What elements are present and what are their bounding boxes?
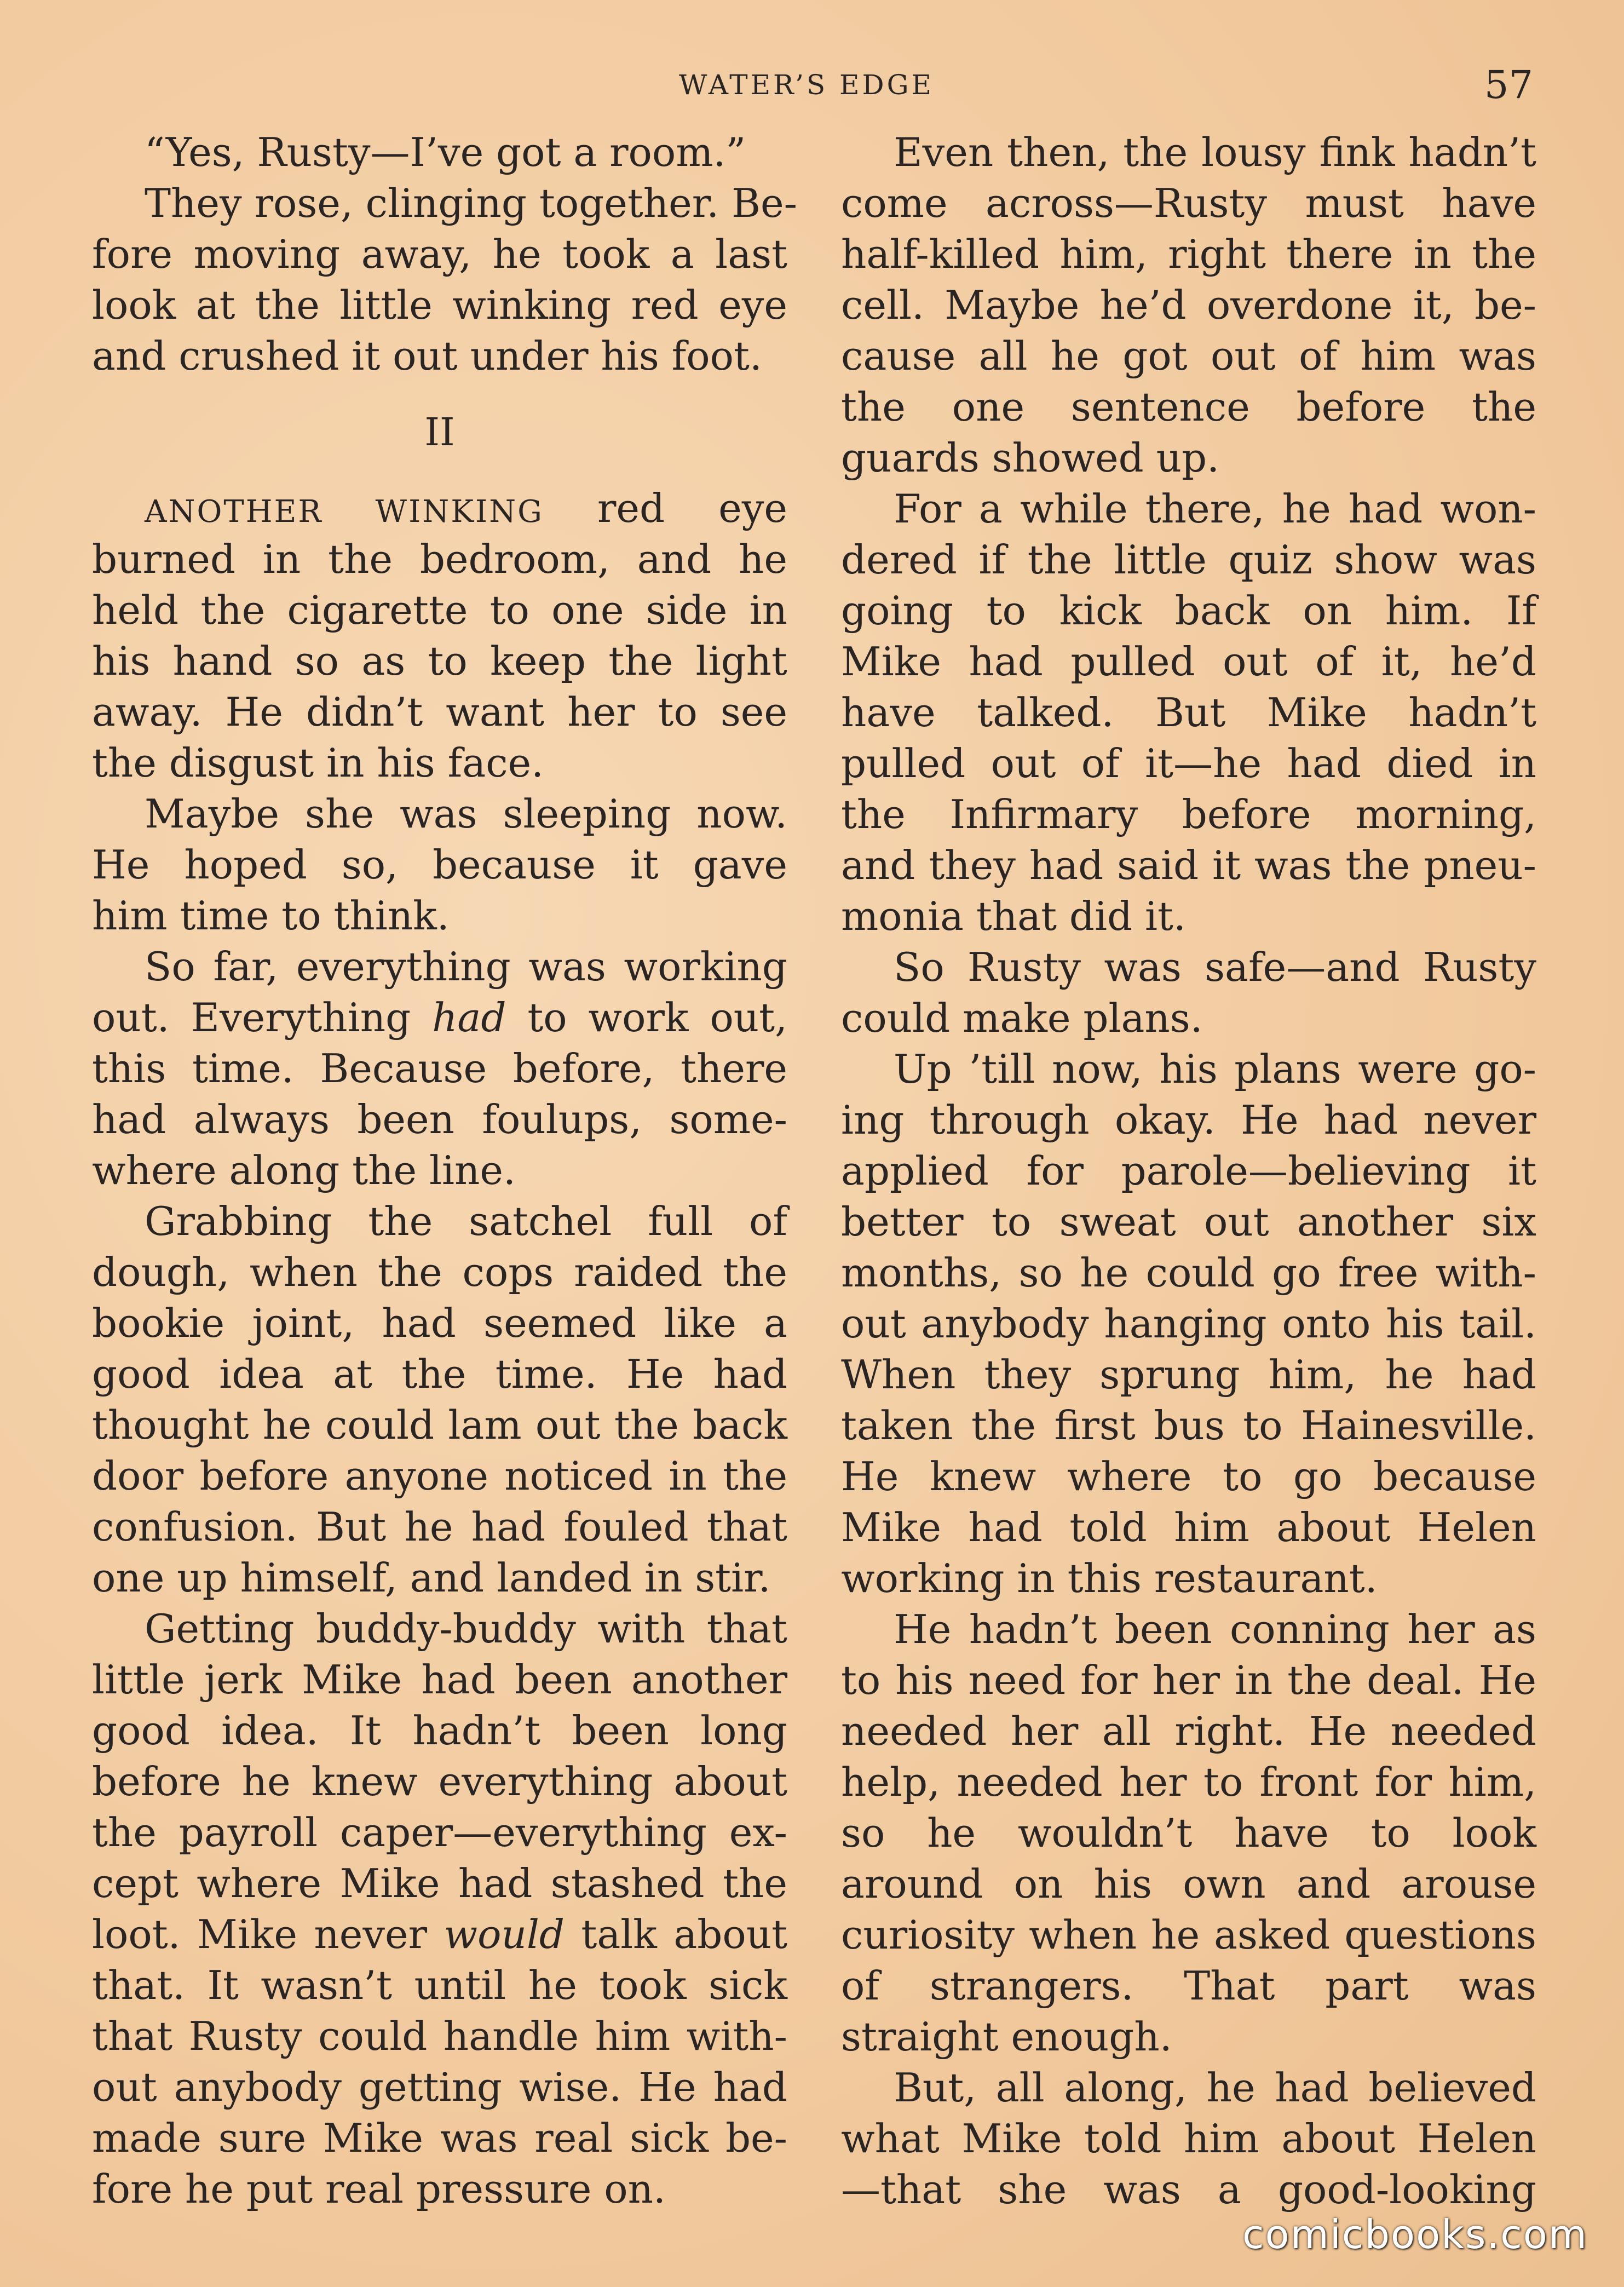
text-line: months, so he could go free with- — [841, 1250, 1536, 1296]
text-line: door before anyone noticed in the — [92, 1453, 787, 1499]
text-line: his hand so as to keep the light — [92, 638, 787, 684]
text-line: Grabbing the satchel full of — [145, 1198, 787, 1244]
text-line: confusion. But he had fouled that — [92, 1504, 787, 1550]
text-line: curiosity when he asked questions — [841, 1912, 1536, 1958]
text-line: to his need for her in the deal. He — [841, 1657, 1536, 1703]
text-line: cept where Mike had stashed the — [92, 1860, 787, 1906]
text-line: So far, everything was working — [145, 944, 787, 990]
text-line: held the cigarette to one side in — [92, 587, 787, 633]
text-line: little jerk Mike had been another — [92, 1657, 787, 1703]
left-column — [92, 127, 797, 2215]
right-column — [841, 127, 1536, 2215]
text-line: straight enough. — [841, 2014, 1172, 2060]
text-segment: loot. Mike never — [92, 1911, 444, 1957]
text-line: so he wouldn’t have to look — [841, 1810, 1536, 1856]
text-line: taken the first bus to Hainesville. — [841, 1403, 1536, 1449]
text-line: could make plans. — [841, 995, 1203, 1041]
text-segment: out. Everything — [92, 995, 433, 1041]
text-line — [92, 992, 787, 1043]
text-line: of strangers. That part was — [841, 1963, 1536, 2009]
text-line: working in this restaurant. — [841, 1555, 1378, 1601]
text-line: They rose, clinging together. Be- — [145, 180, 797, 226]
text-line: “Yes, Rusty—I’ve got a room.” — [145, 129, 746, 175]
text-line: what Mike told him about Helen — [841, 2116, 1536, 2162]
italic-word: would — [444, 1911, 565, 1957]
text-line: fore moving away, he took a last — [92, 231, 787, 277]
text-line: out anybody hanging onto his tail. — [841, 1301, 1536, 1347]
text-line: the one sentence before the — [841, 384, 1536, 430]
text-line: cause all he got out of him was — [841, 333, 1536, 379]
text-line: Mike had pulled out of it, he’d — [841, 639, 1536, 685]
text-line: He hadn’t been conning her as — [894, 1606, 1536, 1652]
text-line: and they had said it was the pneu- — [841, 842, 1536, 888]
text-line: and crushed it out under his foot. — [92, 333, 762, 379]
text-line: help, needed her to front for him, — [841, 1759, 1536, 1805]
text-line: cell. Maybe he’d overdone it, be- — [841, 282, 1536, 328]
text-line: out anybody getting wise. He had — [92, 2064, 787, 2110]
text-line: made sure Mike was real sick be- — [92, 2115, 787, 2161]
text-line: Getting buddy-buddy with that — [145, 1606, 787, 1652]
text-line: monia that did it. — [841, 893, 1186, 939]
text-line: look at the little winking red eye — [92, 282, 787, 328]
text-line: burned in the bedroom, and he — [92, 536, 787, 582]
text-line: that Rusty could handle him with- — [92, 2013, 787, 2059]
text-line: good idea. It hadn’t been long — [92, 1708, 787, 1754]
text-line: away. He didn’t want her to see — [92, 689, 787, 735]
text-line: that. It wasn’t until he took sick — [92, 1962, 787, 2008]
text-line: half-killed him, right there in the — [841, 231, 1536, 277]
text-line — [92, 1909, 787, 1960]
text-line: —that she was a good-looking — [841, 2167, 1536, 2213]
text-line: He hoped so, because it gave — [92, 842, 787, 888]
text-line: the disgust in his face. — [92, 740, 544, 786]
text-line: For a while there, he had won- — [894, 486, 1536, 532]
text-line: good idea at the time. He had — [92, 1351, 787, 1397]
text-line: better to sweat out another six — [841, 1199, 1536, 1245]
text-line: before he knew everything about — [92, 1759, 787, 1805]
text-line: pulled out of it—he had died in — [841, 740, 1536, 786]
text-line: the payroll caper—everything ex- — [92, 1809, 787, 1855]
watermark: comicbooks.com — [1242, 2211, 1588, 2257]
text-line: So Rusty was safe—and Rusty — [894, 944, 1536, 990]
text-line: thought he could lam out the back — [92, 1402, 787, 1448]
text-line: Even then, the lousy fink hadn’t — [894, 129, 1536, 175]
text-line: guards showed up. — [841, 435, 1219, 481]
text-line: this time. Because before, there — [92, 1045, 787, 1091]
text-line: applied for parole—believing it — [841, 1148, 1536, 1194]
text-line: come across—Rusty must have — [841, 180, 1536, 226]
page-number: 57 — [1484, 62, 1533, 107]
text-line: dough, when the cops raided the — [92, 1249, 787, 1295]
text-line: where along the line. — [92, 1147, 516, 1193]
text-line: the Infirmary before morning, — [841, 791, 1536, 837]
text-line: him time to think. — [92, 893, 450, 939]
lead-in-smallcaps: ANOTHER WINKING — [145, 494, 544, 530]
text-line: When they sprung him, he had — [841, 1352, 1536, 1398]
page-header — [0, 60, 1624, 110]
section-number: II — [424, 410, 455, 455]
running-head: WATER’S EDGE — [678, 69, 935, 101]
text-line: But, all along, he had believed — [894, 2065, 1536, 2111]
text-line: Up ’till now, his plans were go- — [894, 1046, 1536, 1092]
text-line — [92, 483, 787, 534]
text-line: Mike had told him about Helen — [841, 1504, 1536, 1550]
text-line: bookie joint, had seemed like a — [92, 1300, 787, 1346]
text-line: going to kick back on him. If — [841, 588, 1536, 634]
text-segment: talk about — [564, 1911, 788, 1957]
text-line: around on his own and arouse — [841, 1861, 1536, 1907]
text-line: ing through okay. He had never — [841, 1097, 1536, 1143]
italic-word: had — [432, 995, 506, 1041]
text-line: one up himself, and landed in stir. — [92, 1555, 771, 1601]
text-line: He knew where to go because — [841, 1453, 1536, 1499]
text-segment: to work out, — [506, 995, 787, 1041]
text-line: Maybe she was sleeping now. — [145, 791, 787, 837]
text-line: fore he put real pressure on. — [92, 2166, 666, 2212]
text-line: needed her all right. He needed — [841, 1708, 1536, 1754]
lead-in-rest: red eye — [543, 485, 787, 531]
text-line: dered if the little quiz show was — [841, 537, 1536, 583]
text-line: had always been foulups, some- — [92, 1096, 787, 1142]
text-line: have talked. But Mike hadn’t — [841, 689, 1536, 735]
